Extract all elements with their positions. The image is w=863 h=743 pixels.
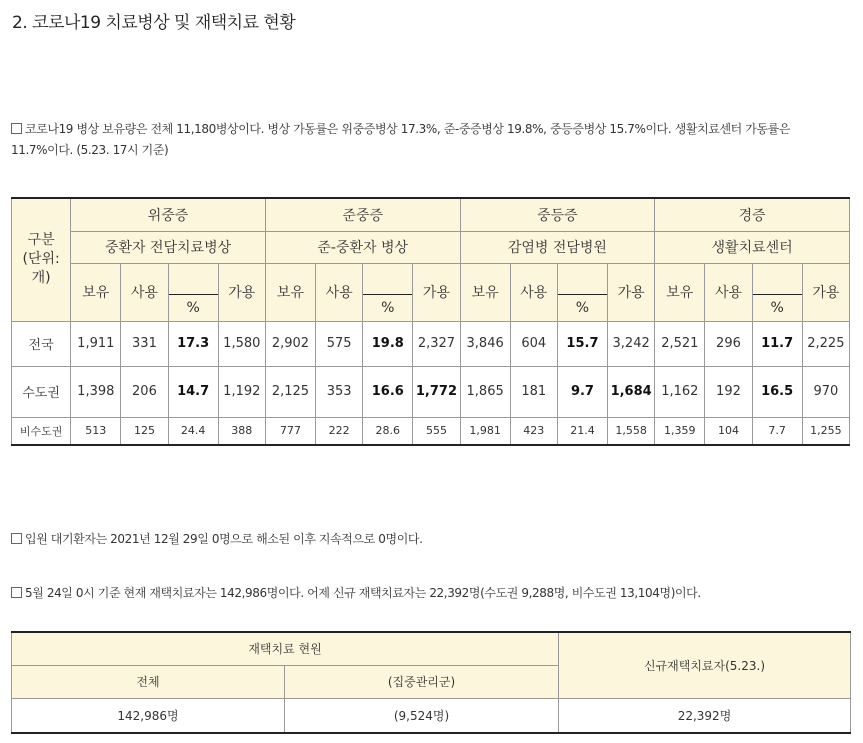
cell: 192 <box>705 366 752 417</box>
cell: 1,162 <box>655 366 705 417</box>
col-header-use: 사용 <box>121 263 168 321</box>
cell: 1,580 <box>218 321 265 366</box>
managed-value: (9,524명) <box>285 698 559 733</box>
col-header-pct: % <box>363 294 413 321</box>
table-row-capital <box>12 366 850 417</box>
type-header-icu: 중환자 전담치료병상 <box>71 231 266 263</box>
cell-pct: 14.7 <box>168 366 218 417</box>
col-header-pct: % <box>752 294 802 321</box>
bullet-square-icon <box>11 123 22 134</box>
col-header-own: 보유 <box>71 263 121 321</box>
cell-pct: 16.5 <box>752 366 802 417</box>
bed-summary-paragraph <box>11 119 856 161</box>
col-header-pct-spacer <box>752 263 802 294</box>
home-treatment-table <box>11 631 851 734</box>
cell: 1,911 <box>71 321 121 366</box>
group-header-mild: 경증 <box>655 198 850 231</box>
type-header-infection-hospital: 감염병 전담병원 <box>460 231 655 263</box>
cell: 604 <box>510 321 557 366</box>
table-row <box>12 698 851 733</box>
type-header-semi-icu: 준-중환자 병상 <box>265 231 460 263</box>
cell: 2,521 <box>655 321 705 366</box>
col-header-use: 사용 <box>316 263 363 321</box>
bed-summary-line2: 11.7%이다. (5.23. 17시 기준) <box>11 143 169 157</box>
cell: 1,558 <box>608 417 655 445</box>
waiting-patients-paragraph: 입원 대기환자는 2021년 12월 29일 0명으로 해소된 이후 지속적으로 0명이다. <box>11 529 423 550</box>
col-header-avail: 가용 <box>218 263 265 321</box>
table-row-non-capital <box>12 417 850 445</box>
col-header-own: 보유 <box>265 263 315 321</box>
cell: 1,684 <box>608 366 655 417</box>
new-value: 22,392명 <box>559 698 851 733</box>
col-header-pct-spacer <box>363 263 413 294</box>
total-value: 142,986명 <box>12 698 285 733</box>
cell: 296 <box>705 321 752 366</box>
row-label: 수도권 <box>12 366 71 417</box>
bullet-square-icon <box>11 533 22 544</box>
cell: 1,772 <box>413 366 460 417</box>
cell: 423 <box>510 417 557 445</box>
cell-pct: 7.7 <box>752 417 802 445</box>
home-treatment-paragraph: 5월 24일 0시 기준 현재 재택치료자는 142,986명이다. 어제 신규 재택치료자는 22,392명(수도권 9,288명, 비수도권 13,104명)이다. <box>11 583 701 604</box>
managed-header: (집중관리군) <box>285 665 559 698</box>
cell: 222 <box>316 417 363 445</box>
cell-pct: 19.8 <box>363 321 413 366</box>
cell: 3,242 <box>608 321 655 366</box>
group-header-moderate: 중등증 <box>460 198 655 231</box>
row-label: 전국 <box>12 321 71 366</box>
cell: 555 <box>413 417 460 445</box>
col-header-own: 보유 <box>655 263 705 321</box>
cell: 2,125 <box>265 366 315 417</box>
cell: 331 <box>121 321 168 366</box>
cell: 1,981 <box>460 417 510 445</box>
cell: 206 <box>121 366 168 417</box>
cell-pct: 21.4 <box>557 417 607 445</box>
col-header-use: 사용 <box>510 263 557 321</box>
col-header-avail: 가용 <box>413 263 460 321</box>
cell: 970 <box>802 366 849 417</box>
col-header-pct: % <box>168 294 218 321</box>
cell: 2,902 <box>265 321 315 366</box>
table-row-national <box>12 321 850 366</box>
cell: 1,192 <box>218 366 265 417</box>
col-header-pct-spacer <box>168 263 218 294</box>
cell: 1,359 <box>655 417 705 445</box>
cell: 2,327 <box>413 321 460 366</box>
cell: 513 <box>71 417 121 445</box>
cell: 1,398 <box>71 366 121 417</box>
type-header-treatment-center: 생활치료센터 <box>655 231 850 263</box>
col-header-use: 사용 <box>705 263 752 321</box>
cell: 3,846 <box>460 321 510 366</box>
col-header-avail: 가용 <box>608 263 655 321</box>
cell-pct: 15.7 <box>557 321 607 366</box>
new-home-header: 신규재택치료자(5.23.) <box>559 632 851 698</box>
group-header-critical: 위중증 <box>71 198 266 231</box>
total-header: 전체 <box>12 665 285 698</box>
col-header-pct-spacer <box>557 263 607 294</box>
cell: 575 <box>316 321 363 366</box>
bed-status-table <box>11 197 850 446</box>
cell-pct: 11.7 <box>752 321 802 366</box>
cell: 353 <box>316 366 363 417</box>
cell: 181 <box>510 366 557 417</box>
group-header-semi-critical: 준중증 <box>265 198 460 231</box>
cell: 125 <box>121 417 168 445</box>
col-header-avail: 가용 <box>802 263 849 321</box>
corner-header: 구분 (단위: 개) <box>12 198 71 321</box>
col-header-own: 보유 <box>460 263 510 321</box>
cell-pct: 9.7 <box>557 366 607 417</box>
cell: 1,865 <box>460 366 510 417</box>
cell: 777 <box>265 417 315 445</box>
cell-pct: 24.4 <box>168 417 218 445</box>
row-label: 비수도권 <box>12 417 71 445</box>
bed-summary-line1: 코로나19 병상 보유량은 전체 11,180병상이다. 병상 가동률은 위중증병상 17.3%, 준-중증병상 19.8%, 중등증병상 15.7%이다. 생활치료센터 가동률은 <box>25 122 791 136</box>
cell-pct: 16.6 <box>363 366 413 417</box>
cell: 2,225 <box>802 321 849 366</box>
home-current-header: 재택치료 현원 <box>12 632 559 665</box>
cell: 388 <box>218 417 265 445</box>
section-title: 2. 코로나19 치료병상 및 재택치료 현황 <box>12 13 296 33</box>
cell-pct: 17.3 <box>168 321 218 366</box>
cell: 1,255 <box>802 417 849 445</box>
cell-pct: 28.6 <box>363 417 413 445</box>
cell: 104 <box>705 417 752 445</box>
col-header-pct: % <box>557 294 607 321</box>
bullet-square-icon <box>11 587 22 598</box>
